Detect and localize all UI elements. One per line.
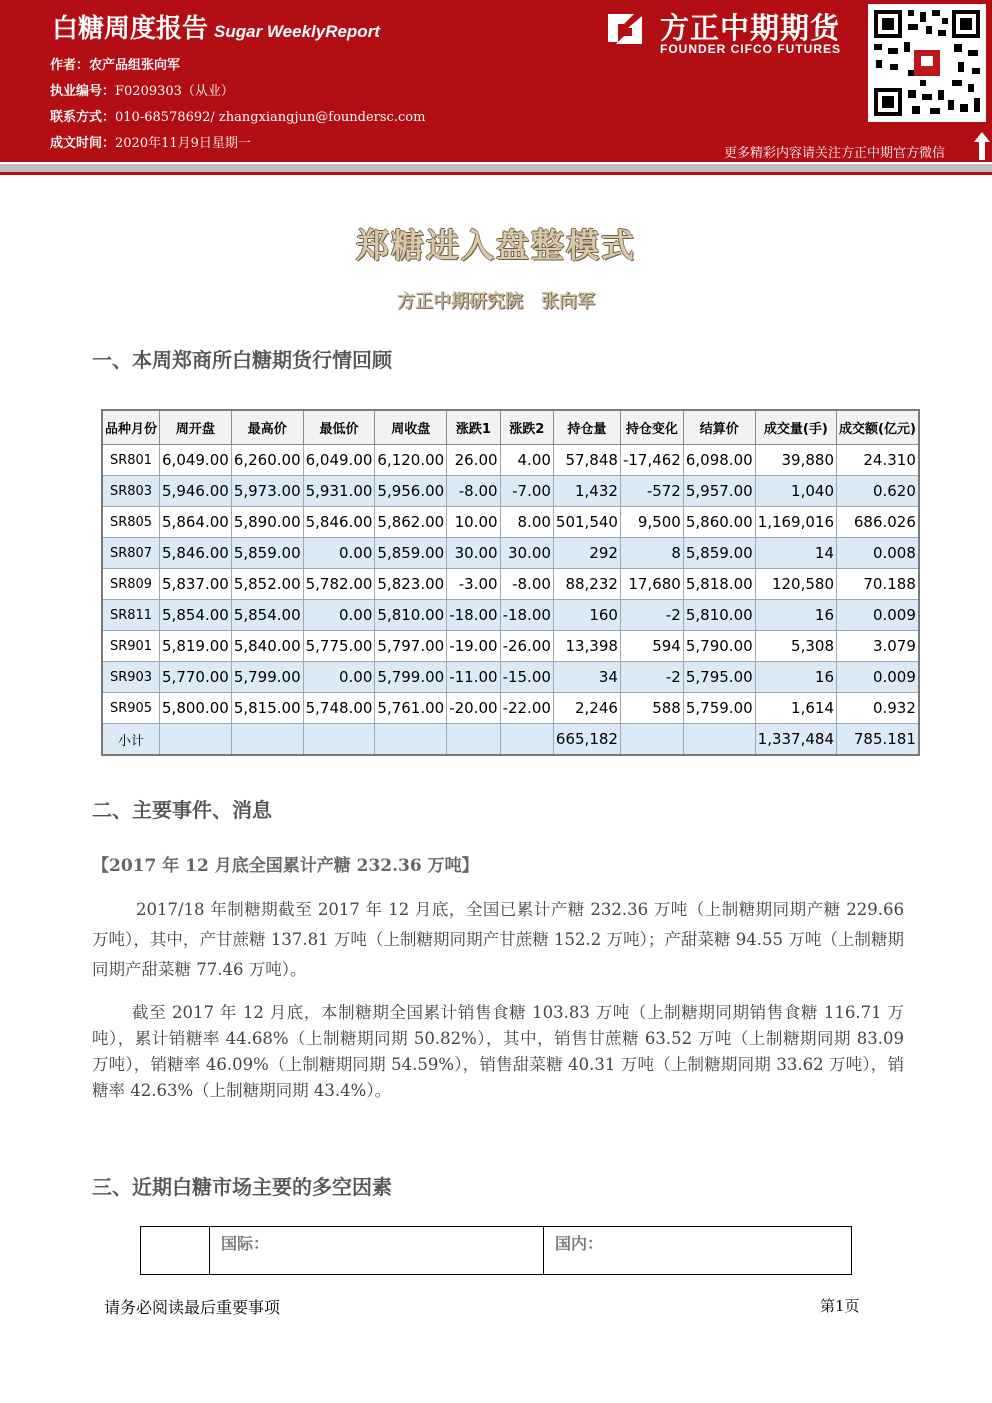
- table-cell: [303, 724, 375, 756]
- contact-line: [50, 106, 425, 125]
- report-title: [52, 8, 380, 45]
- table-cell: 10.00: [447, 507, 500, 538]
- table-cell: 5,864.00: [160, 507, 232, 538]
- table-cell: 5,854.00: [160, 600, 232, 631]
- table-cell: -11.00: [447, 662, 500, 693]
- author-label: 作者：: [50, 58, 90, 73]
- table-cell: -572: [620, 476, 683, 507]
- table-cell: 5,859.00: [231, 538, 303, 569]
- table-cell: 3.079: [837, 631, 919, 662]
- column-header: 持仓变化: [620, 410, 683, 445]
- table-cell: -19.00: [447, 631, 500, 662]
- table-cell: -18.00: [500, 600, 553, 631]
- table-cell: 594: [620, 631, 683, 662]
- table-cell: 24.310: [837, 445, 919, 476]
- table-cell: 160: [553, 600, 620, 631]
- column-header: 持仓量: [553, 410, 620, 445]
- table-cell: -3.00: [447, 569, 500, 600]
- table-cell: 0.620: [837, 476, 919, 507]
- table-cell: 9,500: [620, 507, 683, 538]
- table-cell: 5,846.00: [303, 507, 375, 538]
- table-cell: 5,846.00: [160, 538, 232, 569]
- table-cell: -20.00: [447, 693, 500, 724]
- table-cell: 5,799.00: [375, 662, 447, 693]
- table-cell: 26.00: [447, 445, 500, 476]
- date-label: 成文时间：: [50, 136, 116, 151]
- column-header: 周收盘: [375, 410, 447, 445]
- arrow-up-icon: [974, 132, 990, 160]
- table-cell: 13,398: [553, 631, 620, 662]
- table-cell: 292: [553, 538, 620, 569]
- founder-logo-icon: [604, 8, 646, 50]
- table-cell: 5,852.00: [231, 569, 303, 600]
- date-line: [50, 132, 251, 151]
- contract-code-cell: SR903: [102, 662, 160, 693]
- table-header-row: [102, 410, 919, 445]
- table-cell: 16: [755, 600, 836, 631]
- table-cell: 8: [620, 538, 683, 569]
- footer-notice: 请务必阅读最后重要事项: [104, 1298, 281, 1317]
- table-cell: 5,854.00: [231, 600, 303, 631]
- column-header: 周开盘: [160, 410, 232, 445]
- contract-code-cell: SR803: [102, 476, 160, 507]
- table-cell: 6,260.00: [231, 445, 303, 476]
- table-cell: 17,680: [620, 569, 683, 600]
- table-cell: 5,759.00: [683, 693, 755, 724]
- table-cell: 1,337,484: [755, 724, 836, 756]
- table-cell: 5,859.00: [375, 538, 447, 569]
- column-header: 最高价: [231, 410, 303, 445]
- table-cell: 5,860.00: [683, 507, 755, 538]
- contract-code-cell: SR809: [102, 569, 160, 600]
- table-cell: 5,799.00: [231, 662, 303, 693]
- table-row: [102, 693, 919, 724]
- contract-code-cell: SR901: [102, 631, 160, 662]
- table-cell: 5,748.00: [303, 693, 375, 724]
- column-header: 成交额(亿元): [837, 410, 919, 445]
- document-title: 郑糖进入盘整模式: [356, 226, 636, 265]
- table-row: [102, 476, 919, 507]
- report-title-cn: 白糖周度报告: [52, 14, 209, 44]
- news-subheading: 【2017 年 12 月底全国累计产糖 232.36 万吨】: [92, 856, 479, 876]
- table-row: [102, 600, 919, 631]
- table-cell: 5,973.00: [231, 476, 303, 507]
- table-cell: 5,775.00: [303, 631, 375, 662]
- document-subtitle: 方正中期研究院 张向军: [397, 291, 595, 312]
- table-cell: 1,169,016: [755, 507, 836, 538]
- table-cell: 4.00: [500, 445, 553, 476]
- table-cell: 5,770.00: [160, 662, 232, 693]
- wechat-follow-note: 更多精彩内容请关注方正中期官方微信: [724, 146, 946, 161]
- table-cell: 70.188: [837, 569, 919, 600]
- company-name-en: FOUNDER CIFCO FUTURES: [660, 42, 841, 56]
- table-cell: -26.00: [500, 631, 553, 662]
- table-cell: 5,815.00: [231, 693, 303, 724]
- table-cell: 5,956.00: [375, 476, 447, 507]
- table-cell: 30.00: [447, 538, 500, 569]
- factors-table: [140, 1226, 852, 1275]
- table-cell: 5,790.00: [683, 631, 755, 662]
- table-cell: -7.00: [500, 476, 553, 507]
- table-cell: 5,837.00: [160, 569, 232, 600]
- futures-quotes-table: [101, 409, 920, 756]
- table-cell: 0.009: [837, 662, 919, 693]
- contract-code-cell: SR905: [102, 693, 160, 724]
- factors-international-cell: [209, 1227, 544, 1274]
- table-cell: 5,840.00: [231, 631, 303, 662]
- table-cell: 588: [620, 693, 683, 724]
- column-header: 品种月份: [102, 410, 160, 445]
- table-cell: 686.026: [837, 507, 919, 538]
- table-cell: 5,859.00: [683, 538, 755, 569]
- contract-code-cell: SR807: [102, 538, 160, 569]
- table-row: [102, 724, 919, 756]
- table-cell: 5,800.00: [160, 693, 232, 724]
- column-header: 结算价: [683, 410, 755, 445]
- table-cell: 0.932: [837, 693, 919, 724]
- table-cell: 5,823.00: [375, 569, 447, 600]
- table-cell: 0.00: [303, 538, 375, 569]
- contract-code-cell: SR801: [102, 445, 160, 476]
- page-number: 第1页: [820, 1297, 860, 1315]
- table-cell: 5,308: [755, 631, 836, 662]
- table-row: [102, 662, 919, 693]
- table-row: [102, 569, 919, 600]
- contact-value: 010-68578692/ zhangxiangjun@foundersc.com: [115, 110, 426, 125]
- table-cell: 5,797.00: [375, 631, 447, 662]
- license-value: F0209303（从业）: [115, 84, 234, 99]
- table-cell: 5,890.00: [231, 507, 303, 538]
- table-cell: [231, 724, 303, 756]
- table-cell: 39,880: [755, 445, 836, 476]
- table-cell: 5,810.00: [683, 600, 755, 631]
- table-cell: 5,761.00: [375, 693, 447, 724]
- table-cell: [160, 724, 232, 756]
- table-cell: 501,540: [553, 507, 620, 538]
- table-cell: [500, 724, 553, 756]
- table-cell: -2: [620, 662, 683, 693]
- table-cell: [620, 724, 683, 756]
- table-cell: 5,795.00: [683, 662, 755, 693]
- table-cell: 57,848: [553, 445, 620, 476]
- table-cell: -8.00: [500, 569, 553, 600]
- table-row: [102, 631, 919, 662]
- table-cell: [375, 724, 447, 756]
- table-cell: 6,120.00: [375, 445, 447, 476]
- table-cell: 5,862.00: [375, 507, 447, 538]
- table-cell: 6,098.00: [683, 445, 755, 476]
- table-cell: -22.00: [500, 693, 553, 724]
- table-cell: -17,462: [620, 445, 683, 476]
- contract-code-cell: 小计: [102, 724, 160, 756]
- table-cell: 1,432: [553, 476, 620, 507]
- contact-label: 联系方式：: [50, 110, 116, 125]
- table-cell: 8.00: [500, 507, 553, 538]
- table-cell: -2: [620, 600, 683, 631]
- factors-table-blank-cell: [141, 1227, 210, 1274]
- table-row: [102, 507, 919, 538]
- table-cell: 0.008: [837, 538, 919, 569]
- column-header: 成交量(手): [755, 410, 836, 445]
- domestic-label: 国内：: [555, 1234, 604, 1253]
- column-header: 涨跌2: [500, 410, 553, 445]
- section1-heading: 一、本周郑商所白糖期货行情回顾: [92, 348, 392, 372]
- table-cell: 1,040: [755, 476, 836, 507]
- table-cell: 5,957.00: [683, 476, 755, 507]
- table-cell: 5,946.00: [160, 476, 232, 507]
- header-divider: [0, 164, 992, 172]
- table-cell: -18.00: [447, 600, 500, 631]
- contract-code-cell: SR811: [102, 600, 160, 631]
- contract-code-cell: SR805: [102, 507, 160, 538]
- author-value: 农产品组张向军: [89, 58, 181, 73]
- license-line: [50, 80, 234, 99]
- date-value: 2020年11月9日星期一: [115, 136, 251, 151]
- table-cell: [683, 724, 755, 756]
- table-cell: 5,810.00: [375, 600, 447, 631]
- table-cell: 0.00: [303, 600, 375, 631]
- table-cell: 16: [755, 662, 836, 693]
- table-cell: 2,246: [553, 693, 620, 724]
- table-cell: 88,232: [553, 569, 620, 600]
- table-cell: [447, 724, 500, 756]
- table-cell: -8.00: [447, 476, 500, 507]
- section2-heading: 二、主要事件、消息: [92, 798, 272, 822]
- table-row: [102, 445, 919, 476]
- header-divider-red: [0, 172, 992, 175]
- company-name-cn: 方正中期期货: [660, 11, 841, 45]
- table-cell: 30.00: [500, 538, 553, 569]
- table-cell: 120,580: [755, 569, 836, 600]
- table-cell: 5,818.00: [683, 569, 755, 600]
- table-cell: 34: [553, 662, 620, 693]
- table-cell: -15.00: [500, 662, 553, 693]
- table-cell: 0.00: [303, 662, 375, 693]
- column-header: 最低价: [303, 410, 375, 445]
- table-cell: 5,931.00: [303, 476, 375, 507]
- wechat-qr-code-icon[interactable]: [868, 4, 986, 122]
- news-paragraph-1: 2017/18 年制糖期截至 2017 年 12 月底，全国已累计产糖 232.36 万吨（上制糖期同期产糖 229.66 万吨），其中，产甘蔗糖 137.81 万吨（上制糖期同期产甘蔗糖 152.2 万吨）；产甜菜糖 94.55 万吨（上制糖期同期产甜菜糖 77.46 万吨）。: [92, 900, 904, 979]
- table-cell: 0.009: [837, 600, 919, 631]
- column-header: 涨跌1: [447, 410, 500, 445]
- table-cell: 6,049.00: [303, 445, 375, 476]
- table-cell: 1,614: [755, 693, 836, 724]
- table-cell: 14: [755, 538, 836, 569]
- international-label: 国际：: [221, 1234, 270, 1253]
- table-cell: 5,782.00: [303, 569, 375, 600]
- table-cell: 785.181: [837, 724, 919, 756]
- table-cell: 6,049.00: [160, 445, 232, 476]
- table-cell: 665,182: [553, 724, 620, 756]
- author-line: [50, 54, 180, 73]
- report-title-en: Sugar WeeklyReport: [214, 22, 380, 41]
- license-label: 执业编号：: [50, 84, 116, 99]
- table-row: [102, 538, 919, 569]
- section3-heading: 三、近期白糖市场主要的多空因素: [92, 1175, 392, 1199]
- table-cell: 5,819.00: [160, 631, 232, 662]
- news-paragraph-2: 截至 2017 年 12 月底，本制糖期全国累计销售食糖 103.83 万吨（上制糖期同期销售食糖 116.71 万吨），累计销糖率 44.68%（上制糖期同期 50.82%），其中，销售甘蔗糖 63.52 万吨（上制糖期同期 83.09 万吨），销糖率 46.09%（上制糖期同期 54.59%），销售甜菜糖 40.31 万吨（上制糖期同期 33.62 万吨），销糖率 42.63%（上制糖期同期 43.4%）。: [92, 1003, 904, 1100]
